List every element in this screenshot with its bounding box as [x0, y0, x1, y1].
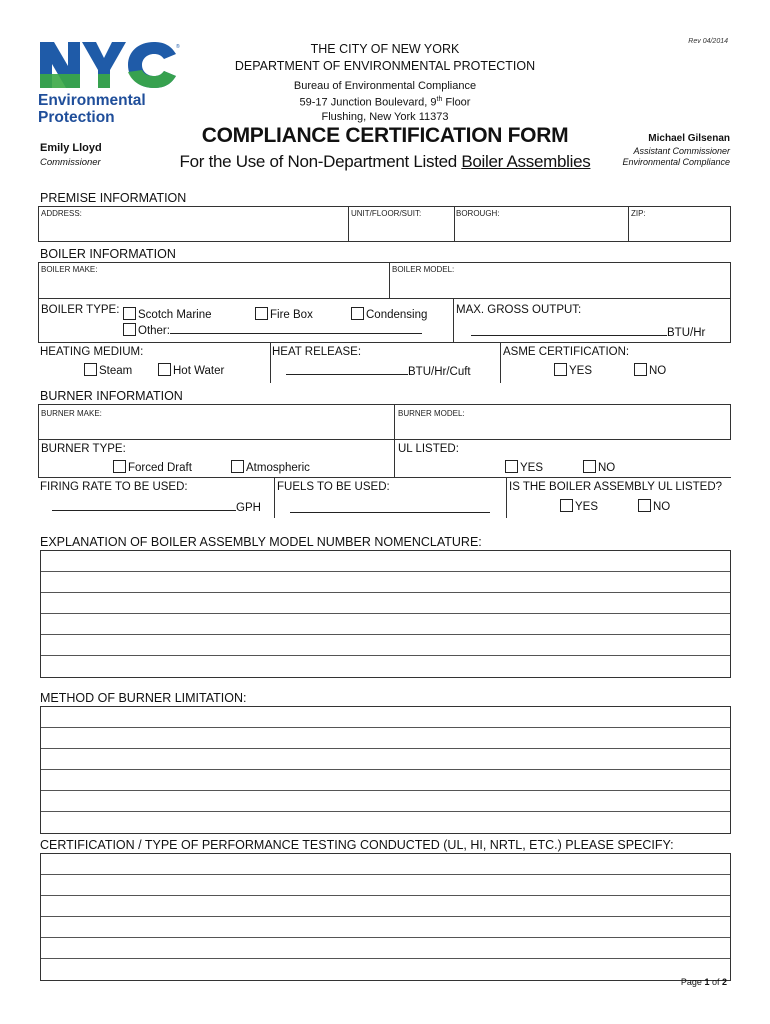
boiler-heading: BOILER INFORMATION [40, 247, 176, 261]
boiler-type-label: BOILER TYPE: [41, 304, 120, 316]
premise-table [38, 206, 731, 242]
text-line[interactable] [41, 875, 730, 896]
boiler-type-row [38, 299, 731, 343]
address-field[interactable] [99, 207, 344, 241]
text-line[interactable] [41, 593, 730, 614]
explanation-heading: EXPLANATION OF BOILER ASSEMBLY MODEL NUMBER NOMENCLATURE: [40, 535, 482, 549]
agency-heading: THE CITY OF NEW YORK DEPARTMENT OF ENVIRONMENTAL PROTECTION [234, 41, 536, 73]
option-forced-draft[interactable]: Forced Draft [113, 460, 192, 474]
asme-label: ASME CERTIFICATION: [503, 346, 630, 358]
text-line[interactable] [41, 791, 730, 812]
checkbox-icon[interactable] [255, 307, 268, 320]
firing-rate-field[interactable] [52, 500, 236, 511]
option-condensing[interactable]: Condensing [351, 307, 427, 321]
option-fire-box[interactable]: Fire Box [255, 307, 313, 321]
checkbox-icon[interactable] [84, 363, 97, 376]
firing-rate-value: GPH [52, 500, 261, 514]
form-subtitle: For the Use of Non-Department Listed Boiler Assemblies [179, 152, 591, 171]
certification-lines[interactable] [40, 853, 731, 981]
svg-text:®: ® [176, 44, 180, 50]
checkbox-icon[interactable] [231, 460, 244, 473]
unit-label: UNIT/FLOOR/SUIT: [351, 209, 422, 218]
fuels-field[interactable] [290, 500, 490, 518]
ul-listed-label: UL LISTED: [398, 443, 459, 455]
text-line[interactable] [41, 854, 730, 875]
other-field[interactable] [170, 323, 422, 334]
burner-heading: BURNER INFORMATION [40, 389, 183, 403]
ul-assembly-no[interactable]: NO [638, 499, 670, 513]
option-hot-water[interactable]: Hot Water [158, 363, 224, 377]
option-other[interactable]: Other: [123, 323, 422, 337]
heat-release-field[interactable] [286, 364, 408, 375]
ul-listed-no[interactable]: NO [583, 460, 615, 474]
ul-assembly-question: IS THE BOILER ASSEMBLY UL LISTED? [509, 481, 723, 493]
asme-no[interactable]: NO [634, 363, 666, 377]
checkbox-icon[interactable] [123, 307, 136, 320]
asme-yes[interactable]: YES [554, 363, 592, 377]
text-line[interactable] [41, 656, 730, 677]
text-line[interactable] [41, 551, 730, 572]
text-line[interactable] [41, 728, 730, 749]
burner-type-row [38, 440, 731, 478]
unit-field[interactable] [351, 219, 451, 241]
max-output-value: BTU/Hr [471, 325, 705, 339]
option-steam[interactable]: Steam [84, 363, 132, 377]
heat-release-value: BTU/Hr/Cuft [286, 364, 471, 378]
burner-make-label: BURNER MAKE: [41, 409, 102, 418]
burner-model-label: BURNER MODEL: [398, 409, 465, 418]
fuels-label: FUELS TO BE USED: [277, 481, 390, 493]
firing-rate-label: FIRING RATE TO BE USED: [40, 481, 188, 493]
certification-heading: CERTIFICATION / TYPE OF PERFORMANCE TESTING CONDUCTED (UL, HI, NRTL, ETC.) PLEASE SPECIFY: [40, 838, 674, 852]
explanation-lines[interactable] [40, 550, 731, 678]
max-output-label: MAX. GROSS OUTPUT: [456, 304, 582, 316]
borough-field[interactable] [456, 219, 626, 241]
boiler-model-label: BOILER MODEL: [392, 265, 455, 274]
heating-medium-label: HEATING MEDIUM: [40, 346, 144, 358]
boiler-model-field[interactable] [392, 275, 728, 297]
commissioner-name: Emily Lloyd [40, 142, 102, 154]
checkbox-icon[interactable] [351, 307, 364, 320]
burner-model-field[interactable] [398, 419, 728, 439]
assistant-commissioner-name: Michael Gilsenan [648, 133, 730, 144]
checkbox-icon[interactable] [505, 460, 518, 473]
borough-label: BOROUGH: [456, 209, 500, 218]
option-scotch-marine[interactable]: Scotch Marine [123, 307, 212, 321]
zip-label: ZIP: [631, 209, 646, 218]
heat-release-label: HEAT RELEASE: [272, 346, 362, 358]
checkbox-icon[interactable] [560, 499, 573, 512]
limitation-heading: METHOD OF BURNER LIMITATION: [40, 691, 247, 705]
address-label: ADDRESS: [41, 209, 82, 218]
bureau-address: Bureau of Environmental Compliance 59-17 Junction Boulevard, 9th Floor Flushing, New York 11373 [293, 80, 477, 123]
page-number: Page 1 of 2 [680, 977, 727, 987]
checkbox-icon[interactable] [583, 460, 596, 473]
text-line[interactable] [41, 896, 730, 917]
max-output-field[interactable] [471, 325, 667, 336]
option-atmospheric[interactable]: Atmospheric [231, 460, 310, 474]
text-line[interactable] [41, 770, 730, 791]
zip-field[interactable] [631, 219, 729, 241]
burner-make-model-row [38, 404, 731, 440]
assistant-commissioner-role: Assistant Commissioner Environmental Compliance [622, 146, 730, 167]
premise-heading: PREMISE INFORMATION [40, 191, 187, 205]
logo-text: Environmental Protection [38, 92, 146, 126]
checkbox-icon[interactable] [554, 363, 567, 376]
ul-listed-yes[interactable]: YES [505, 460, 543, 474]
text-line[interactable] [41, 749, 730, 770]
text-line[interactable] [41, 959, 730, 980]
ul-assembly-yes[interactable]: YES [560, 499, 598, 513]
checkbox-icon[interactable] [113, 460, 126, 473]
text-line[interactable] [41, 938, 730, 959]
text-line[interactable] [41, 917, 730, 938]
boiler-make-label: BOILER MAKE: [41, 265, 98, 274]
revision-label: Rev 04/2014 [688, 38, 728, 45]
limitation-lines[interactable] [40, 706, 731, 834]
checkbox-icon[interactable] [634, 363, 647, 376]
boiler-make-model-row [38, 262, 731, 299]
burner-make-field[interactable] [41, 419, 391, 439]
text-line[interactable] [41, 635, 730, 656]
text-line[interactable] [41, 614, 730, 635]
checkbox-icon[interactable] [638, 499, 651, 512]
firing-rate-row [38, 478, 731, 518]
commissioner-role: Commissioner [40, 157, 101, 168]
burner-type-label: BURNER TYPE: [41, 443, 126, 455]
checkbox-icon[interactable] [123, 323, 136, 336]
text-line[interactable] [41, 572, 730, 593]
heating-medium-row [38, 343, 731, 383]
form-title: COMPLIANCE CERTIFICATION FORM [201, 124, 569, 147]
boiler-make-field[interactable] [41, 275, 385, 297]
text-line[interactable] [41, 812, 730, 833]
checkbox-icon[interactable] [158, 363, 171, 376]
text-line[interactable] [41, 707, 730, 728]
